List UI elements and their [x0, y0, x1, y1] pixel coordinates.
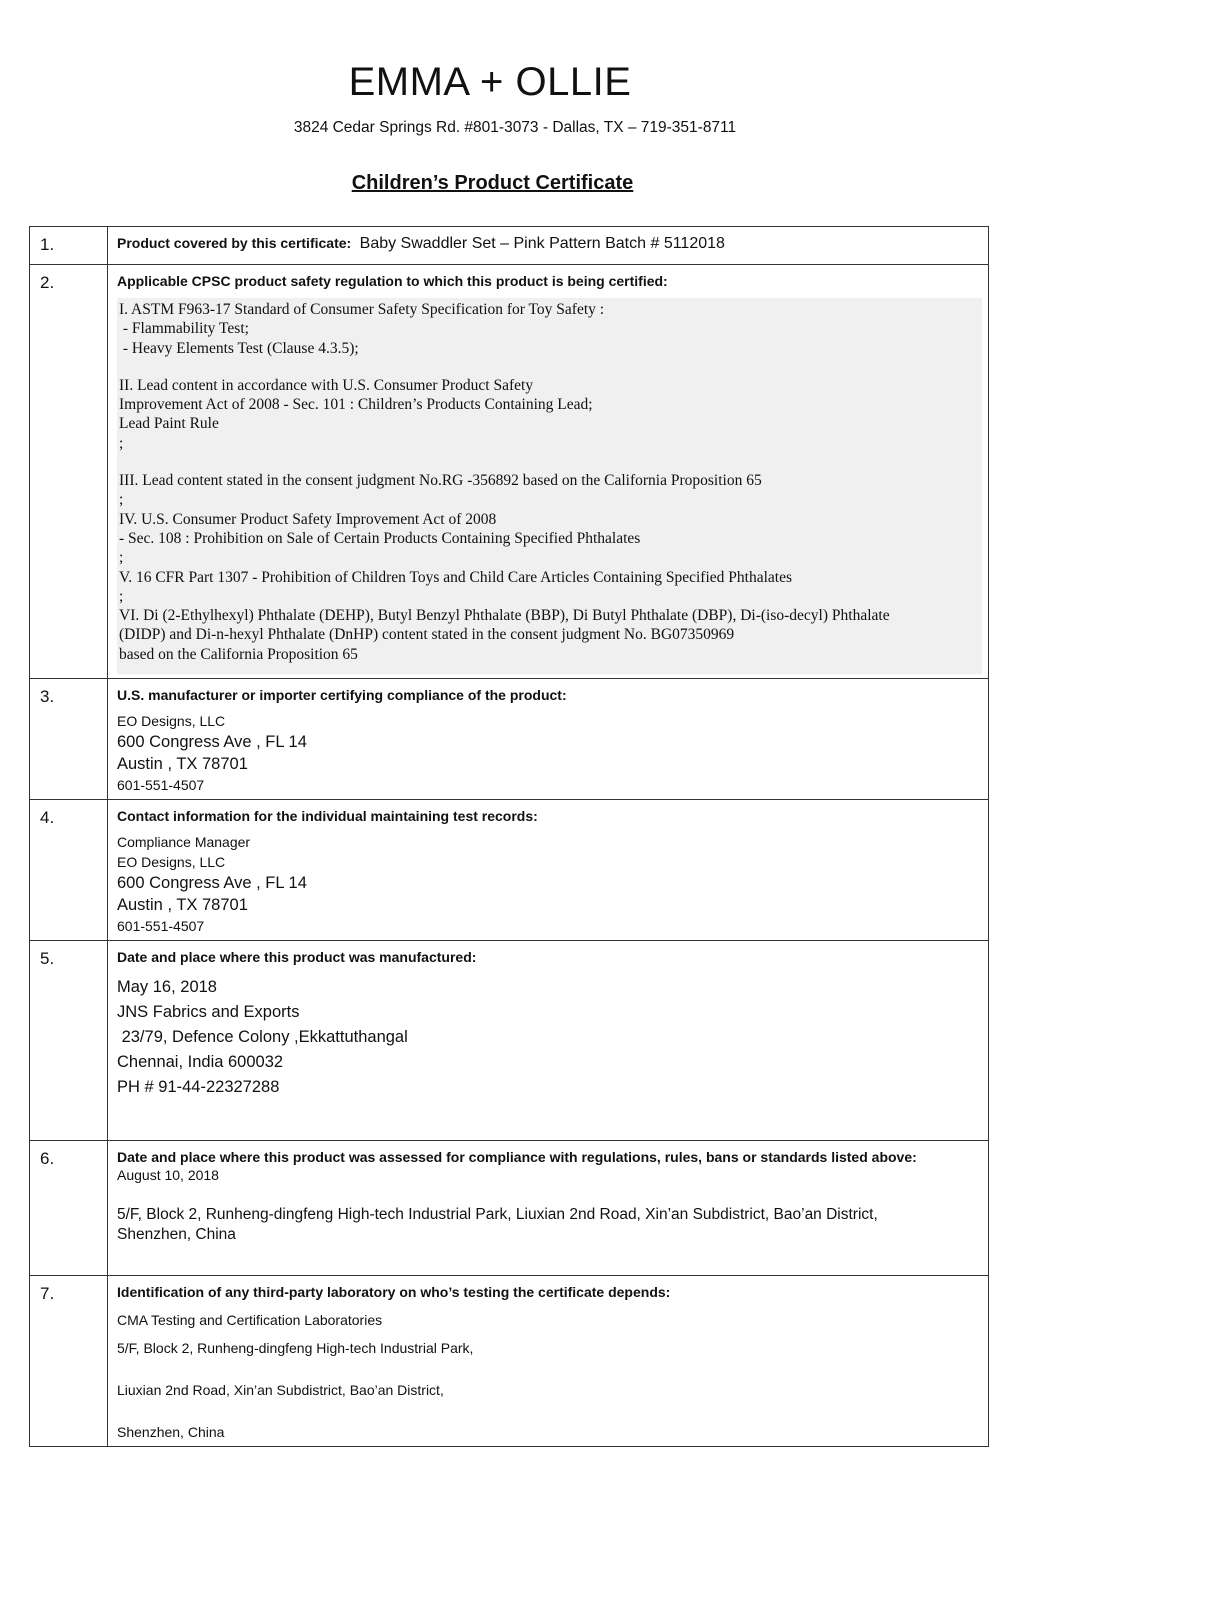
- document-title: Children’s Product Certificate: [351, 172, 634, 194]
- row-6: [30, 1141, 989, 1276]
- lab-address-line-3: Shenzhen, China: [117, 1424, 225, 1441]
- row-2: [30, 265, 989, 679]
- row-1: [30, 227, 989, 265]
- certificate-table: [29, 226, 989, 1447]
- regulation-line: I. ASTM F963-17 Standard of Consumer Safety Specification for Toy Safety :: [119, 301, 605, 318]
- lab-address-line-1: 5/F, Block 2, Runheng-dingfeng High-tech Industrial Park,: [117, 1340, 474, 1357]
- row-1-heading: Product covered by this certificate:: [117, 235, 352, 251]
- row-5-heading: Date and place where this product was manufactured:: [117, 949, 477, 966]
- spacer: [117, 1185, 980, 1205]
- row-2-content: [108, 265, 989, 679]
- regulation-line: ;: [119, 434, 124, 452]
- regulation-line: II. Lead content in accordance with U.S. Consumer Product Safety: [119, 376, 534, 394]
- row-3-number: 3.: [30, 679, 108, 800]
- spacer: [119, 358, 978, 376]
- manufacturer-city: Austin , TX 78701: [117, 755, 248, 774]
- spacer: [119, 453, 978, 471]
- contact-company: EO Designs, LLC: [117, 854, 226, 871]
- regulation-line: VI. Di (2-Ethylhexyl) Phthalate (DEHP), Butyl Benzyl Phthalate (BBP), Di Butyl Phthalate (DBP), Di-(iso-decyl) Phthalate: [119, 607, 890, 625]
- row-7-number: 7.: [30, 1276, 108, 1447]
- assessment-address-line-2: Shenzhen, China: [117, 1226, 236, 1244]
- row-5: [30, 941, 989, 1141]
- regulation-line: ;: [119, 549, 124, 567]
- regulation-line: Improvement Act of 2008 - Sec. 101 : Children’s Products Containing Lead;: [119, 396, 593, 414]
- factory-phone: PH # 91-44-22327288: [117, 1078, 280, 1097]
- regulation-line: - Heavy Elements Test (Clause 4.3.5);: [119, 339, 359, 357]
- contact-role: Compliance Manager: [117, 834, 251, 851]
- row-2-heading: Applicable CPSC product safety regulation to which this product is being certified:: [117, 273, 668, 289]
- row-1-content: [108, 227, 989, 265]
- row-6-content: [108, 1141, 989, 1276]
- row-5-number: 5.: [30, 941, 108, 1141]
- spacer: [117, 1400, 980, 1422]
- contact-city: Austin , TX 78701: [117, 896, 248, 915]
- manufacturer-phone: 601-551-4507: [117, 777, 205, 794]
- lab-name: CMA Testing and Certification Laboratories: [117, 1312, 383, 1329]
- factory-street: 23/79, Defence Colony ,Ekkattuthangal: [117, 1028, 408, 1047]
- regulation-line: - Sec. 108 : Prohibition on Sale of Certain Products Containing Specified Phthalates: [119, 529, 641, 547]
- row-4-content: [108, 800, 989, 941]
- company-name: EMMA + OLLIE: [348, 60, 632, 104]
- lab-address-line-2: Liuxian 2nd Road, Xin’an Subdistrict, Bao’an District,: [117, 1382, 444, 1399]
- row-3: [30, 679, 989, 800]
- contact-phone: 601-551-4507: [117, 918, 205, 935]
- row-4: [30, 800, 989, 941]
- regulation-line: ;: [119, 587, 124, 605]
- row-4-heading: Contact information for the individual maintaining test records:: [117, 808, 538, 825]
- regulation-list: [117, 298, 982, 674]
- factory-name: JNS Fabrics and Exports: [117, 1003, 300, 1022]
- row-6-heading: Date and place where this product was assessed for compliance with regulations, rules, bans or standards listed above:: [117, 1149, 917, 1166]
- regulation-line: ;: [119, 491, 124, 509]
- contact-street: 600 Congress Ave , FL 14: [117, 874, 307, 893]
- regulation-line: based on the California Proposition 65: [119, 645, 358, 663]
- company-address: 3824 Cedar Springs Rd. #801-3073 - Dallas, TX – 719-351-8711: [293, 119, 737, 136]
- regulation-line: (DIDP) and Di-n-hexyl Phthalate (DnHP) content stated in the consent judgment No. BG07350969: [119, 626, 735, 644]
- assessment-address-line-1: 5/F, Block 2, Runheng-dingfeng High-tech Industrial Park, Liuxian 2nd Road, Xin’an Subdistrict, Bao’an District,: [117, 1206, 878, 1224]
- row-6-number: 6.: [30, 1141, 108, 1276]
- spacer: [117, 1358, 980, 1380]
- row-5-content: [108, 941, 989, 1141]
- regulation-line: III. Lead content stated in the consent judgment No.RG -356892 based on the California Proposition 65: [119, 472, 762, 490]
- row-3-heading: U.S. manufacturer or importer certifying compliance of the product:: [117, 687, 567, 704]
- regulation-line: V. 16 CFR Part 1307 - Prohibition of Children Toys and Child Care Articles Containing Specified Phthalates: [119, 568, 792, 586]
- row-1-number: 1.: [30, 227, 108, 265]
- product-name: Baby Swaddler Set – Pink Pattern Batch # 5112018: [359, 235, 725, 252]
- assessment-date: August 10, 2018: [117, 1167, 219, 1184]
- row-3-content: [108, 679, 989, 800]
- row-7-content: [108, 1276, 989, 1447]
- regulation-line: - Flammability Test;: [119, 320, 249, 338]
- row-7-heading: Identification of any third-party laboratory on who’s testing the certificate depends:: [117, 1284, 671, 1301]
- row-2-number: 2.: [30, 265, 108, 679]
- regulation-line: IV. U.S. Consumer Product Safety Improvement Act of 2008: [119, 510, 497, 528]
- regulation-line: Lead Paint Rule: [119, 415, 219, 433]
- row-4-number: 4.: [30, 800, 108, 941]
- manufacture-date: May 16, 2018: [117, 978, 217, 997]
- manufacturer-street: 600 Congress Ave , FL 14: [117, 733, 307, 752]
- row-7: [30, 1276, 989, 1447]
- factory-city: Chennai, India 600032: [117, 1053, 284, 1072]
- manufacturer-company: EO Designs, LLC: [117, 713, 226, 730]
